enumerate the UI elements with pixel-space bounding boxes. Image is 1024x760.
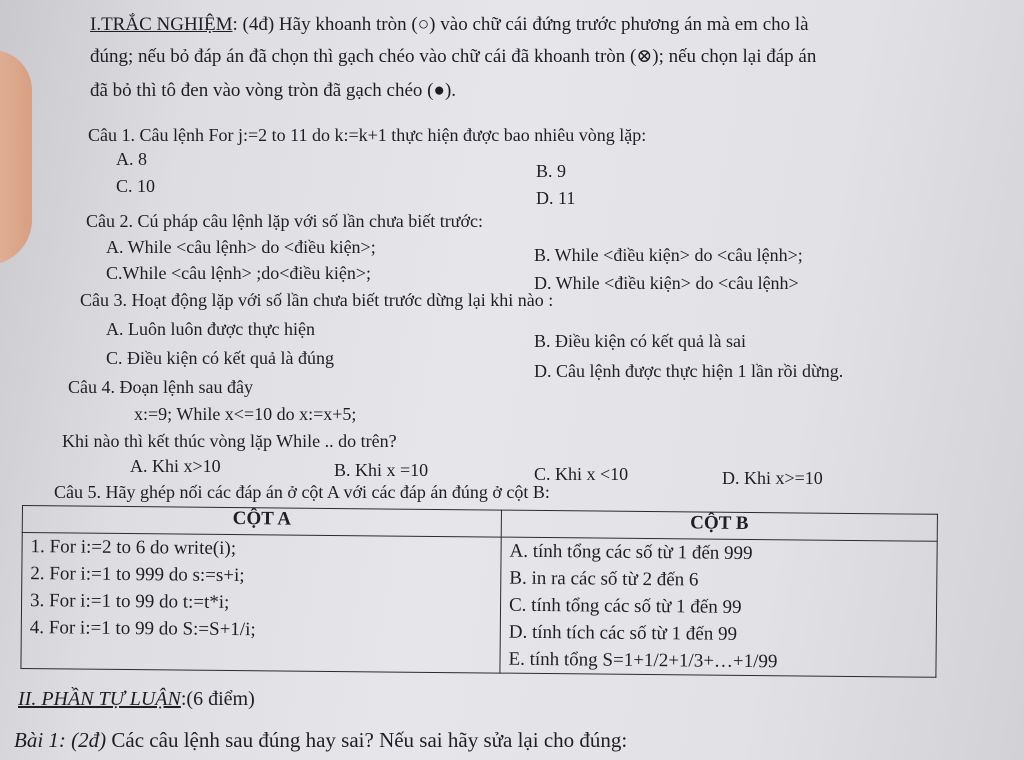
matching-table-body-row: [21, 533, 937, 678]
col-b-item-b: B. in ra các số từ 2 đến 6: [509, 567, 699, 591]
question-5: Câu 5. Hãy ghép nối các đáp án ở cột A với các đáp án đúng ở cột B:: [54, 482, 550, 502]
intro-line-3: đã bỏ thì tô đen vào vòng tròn đã gạch chéo (●).: [90, 80, 457, 101]
col-b-item-e: E. tính tổng S=1+1/2+1/3+…+1/99: [508, 648, 778, 673]
q4-code: x:=9; While x<=10 do x:=x+5;: [134, 404, 357, 424]
q1-option-b: B. 9: [536, 161, 567, 181]
col-b-header: CỘT B: [501, 510, 937, 541]
col-b-cell: [500, 537, 937, 677]
q3-option-a: A. Luôn luôn được thực hiện: [106, 319, 315, 339]
col-a-item-4: 4. For i:=1 to 99 do S:=S+1/i;: [29, 617, 256, 641]
intro-line-1: [90, 14, 809, 36]
part-2-points: :(6 điểm): [180, 688, 255, 710]
col-a-header: CỘT A: [22, 506, 501, 538]
q2-option-c: C.While <câu lệnh> ;do<điều kiện>;: [106, 263, 372, 283]
q1-option-a: A. 8: [116, 149, 147, 169]
q4-option-c: C. Khi x <10: [534, 464, 629, 484]
matching-table: [20, 505, 938, 678]
part-2-heading: II. PHẦN TỰ LUẬN: [18, 688, 181, 710]
q2-option-d: D. While <điều kiện> do <câu lệnh>: [534, 273, 799, 293]
question-3: Câu 3. Hoạt động lặp với số lần chưa biết trước dừng lại khi nào :: [80, 290, 554, 310]
intro-line-2: đúng; nếu bỏ đáp án đã chọn thì gạch chéo vào chữ cái đã khoanh tròn (⊗); nếu chọn lại đáp án: [90, 46, 817, 67]
q2-option-a: A. While <câu lệnh> do <điều kiện>;: [106, 237, 376, 257]
intro-line-1-text: : (4đ) Hãy khoanh tròn (○) vào chữ cái đứng trước phương án mà em cho là: [232, 14, 809, 35]
col-a-cell: [21, 533, 501, 674]
q4-option-d: D. Khi x>=10: [722, 468, 823, 488]
q1-option-d: D. 11: [536, 188, 576, 208]
question-1: Câu 1. Câu lệnh For j:=2 to 11 do k:=k+1 thực hiện được bao nhiêu vòng lặp:: [88, 125, 647, 145]
part-2-heading-line: [18, 688, 255, 710]
col-b-item-c: C. tính tổng các số từ 1 đến 99: [508, 594, 742, 618]
q4-option-a: A. Khi x>10: [130, 456, 221, 476]
exercise-1-label: Bài 1: (2đ): [14, 728, 107, 752]
question-4: Câu 4. Đoạn lệnh sau đây: [68, 377, 253, 397]
q4-option-b: B. Khi x =10: [334, 460, 429, 480]
col-b-item-a: A. tính tổng các số từ 1 đến 999: [509, 540, 753, 565]
col-b-item-d: D. tính tích các số từ 1 đến 99: [508, 621, 738, 645]
q4-ask: Khi nào thì kết thúc vòng lặp While .. do trên?: [62, 431, 397, 451]
col-a-item-3: 3. For i:=1 to 99 do t:=t*i;: [29, 590, 230, 613]
col-a-item-2: 2. For i:=1 to 999 do s:=s+i;: [30, 563, 245, 587]
section-1-heading: I.TRẮC NGHIỆM: [90, 14, 233, 35]
question-2: Câu 2. Cú pháp câu lệnh lặp với số lần chưa biết trước:: [86, 211, 483, 231]
finger-shadow: [0, 50, 32, 265]
q3-option-c: C. Điều kiện có kết quả là đúng: [106, 348, 334, 368]
q2-option-b: B. While <điều kiện> do <câu lệnh>;: [534, 245, 803, 265]
col-a-item-1: 1. For i:=2 to 6 do write(i);: [30, 536, 237, 560]
q1-option-c: C. 10: [116, 176, 156, 196]
q3-option-b: B. Điều kiện có kết quả là sai: [534, 331, 746, 351]
exercise-1-text: Các câu lệnh sau đúng hay sai? Nếu sai hãy sửa lại cho đúng:: [106, 728, 628, 752]
exercise-1-line: [14, 729, 627, 751]
q3-option-d: D. Câu lệnh được thực hiện 1 lần rồi dừng.: [534, 361, 844, 381]
col-a-blank: [29, 641, 491, 672]
